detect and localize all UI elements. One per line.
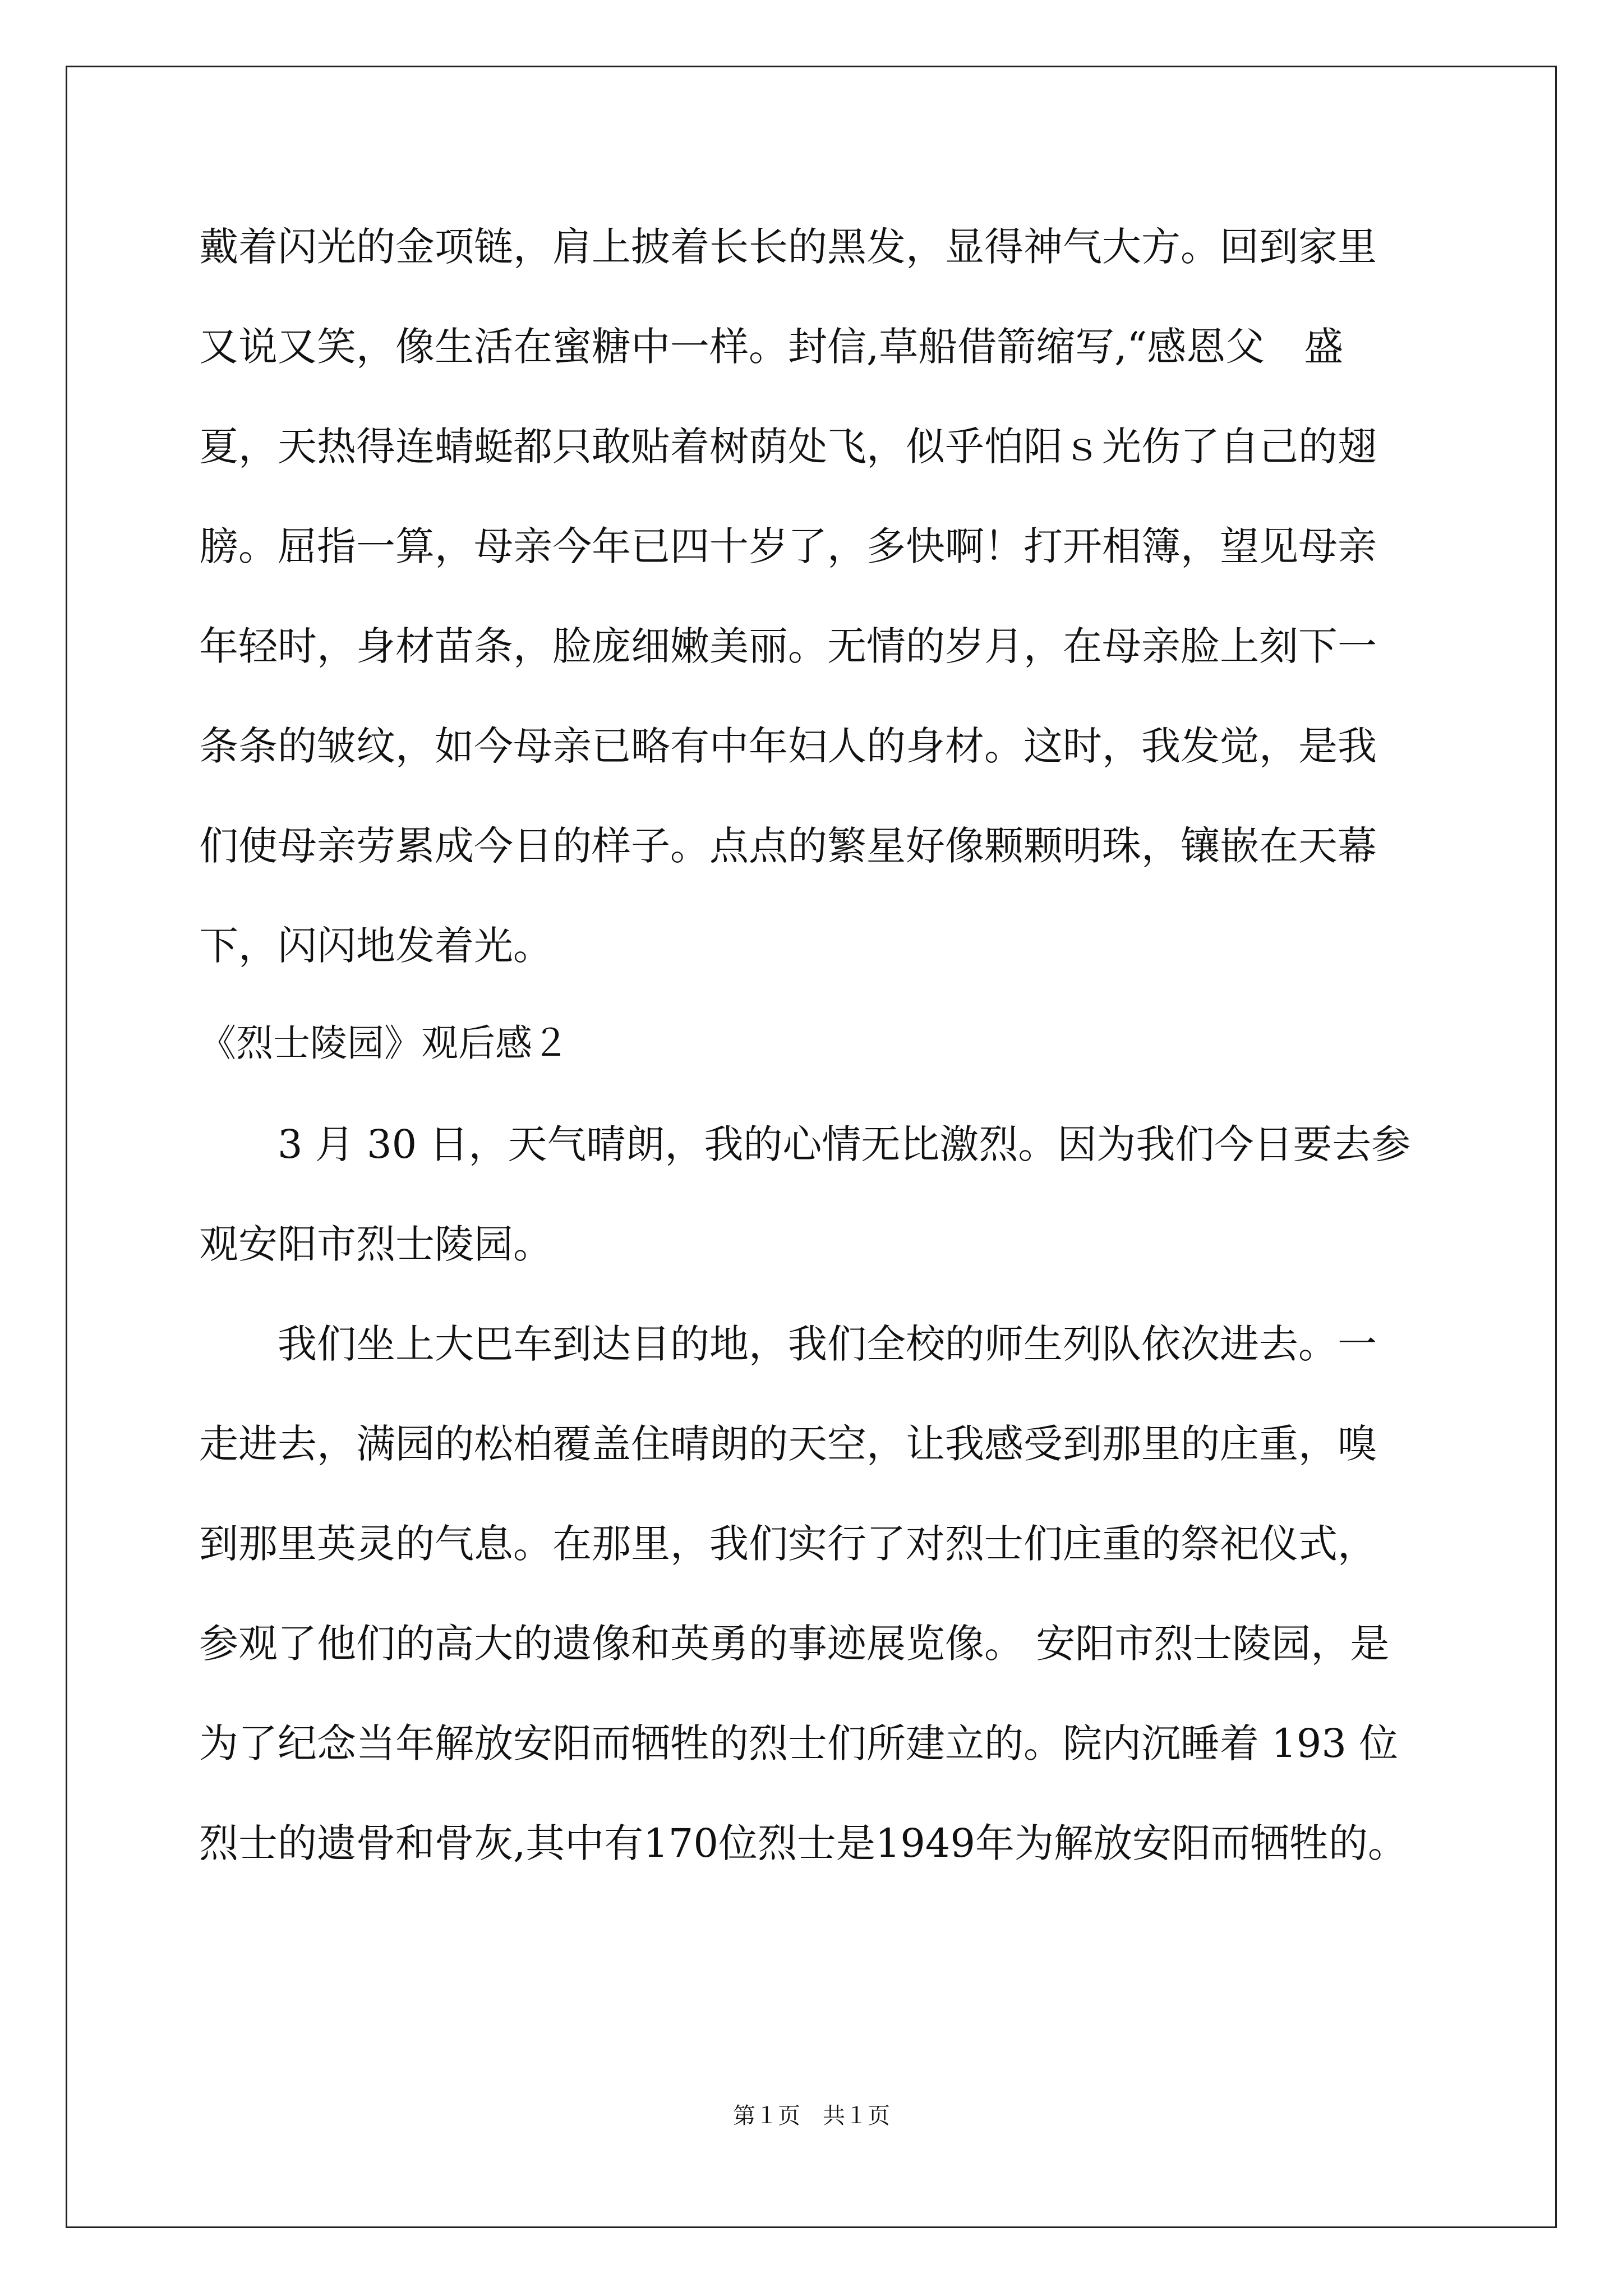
paragraph-line: 3 月 30 日，天气晴朗，我的心情无比激烈。因为我们今日要去参 <box>199 1121 1411 1167</box>
paragraph-line: 观安阳市烈士陵园。 <box>199 1221 552 1267</box>
paragraph-line: 夏，天热得连蜻蜓都只敢贴着树荫处飞，似乎怕阳ｓ光伤了自己的翅 <box>199 424 1377 470</box>
paragraph-line: 膀。屈指一算，母亲今年已四十岁了，多快啊！打开相簿，望见母亲 <box>199 523 1377 569</box>
paragraph-line: 条条的皱纹，如今母亲已略有中年妇人的身材。这时，我发觉，是我 <box>199 723 1377 769</box>
paragraph-line: 下，闪闪地发着光。 <box>199 923 552 969</box>
paragraph-line: 到那里英灵的气息。在那里，我们实行了对烈士们庄重的祭祀仪式， <box>199 1521 1377 1567</box>
paragraph-line: 为了纪念当年解放安阳而牺牲的烈士们所建立的。院内沉睡着 193 位 <box>199 1720 1399 1766</box>
paragraph-line: 走进去，满园的松柏覆盖住晴朗的天空，让我感受到那里的庄重，嗅 <box>199 1421 1377 1467</box>
section-heading: 《烈士陵园》观后感２ <box>199 1022 569 1065</box>
paragraph-line: 们使母亲劳累成今日的样子。点点的繁星好像颗颗明珠，镶嵌在天幕 <box>199 823 1377 869</box>
page-footer: 第１页 共１页 <box>733 2103 890 2129</box>
paragraph-line: 戴着闪光的金项链，肩上披着长长的黑发，显得神气大方。回到家里 <box>199 224 1377 270</box>
paragraph-line: 又说又笑，像生活在蜜糖中一样。封信,草船借箭缩写,“感恩父 盛 <box>199 324 1344 370</box>
paragraph-line: 我们坐上大巴车到达目的地，我们全校的师生列队依次进去。一 <box>199 1321 1377 1367</box>
paragraph-line: 年轻时，身材苗条，脸庞细嫩美丽。无情的岁月，在母亲脸上刻下一 <box>199 623 1377 669</box>
paragraph-line: 参观了他们的高大的遗像和英勇的事迹展览像。 安阳市烈士陵园，是 <box>199 1621 1390 1667</box>
paragraph-line: 烈士的遗骨和骨灰,其中有170位烈士是1949年为解放安阳而牺牲的。 <box>199 1820 1408 1866</box>
